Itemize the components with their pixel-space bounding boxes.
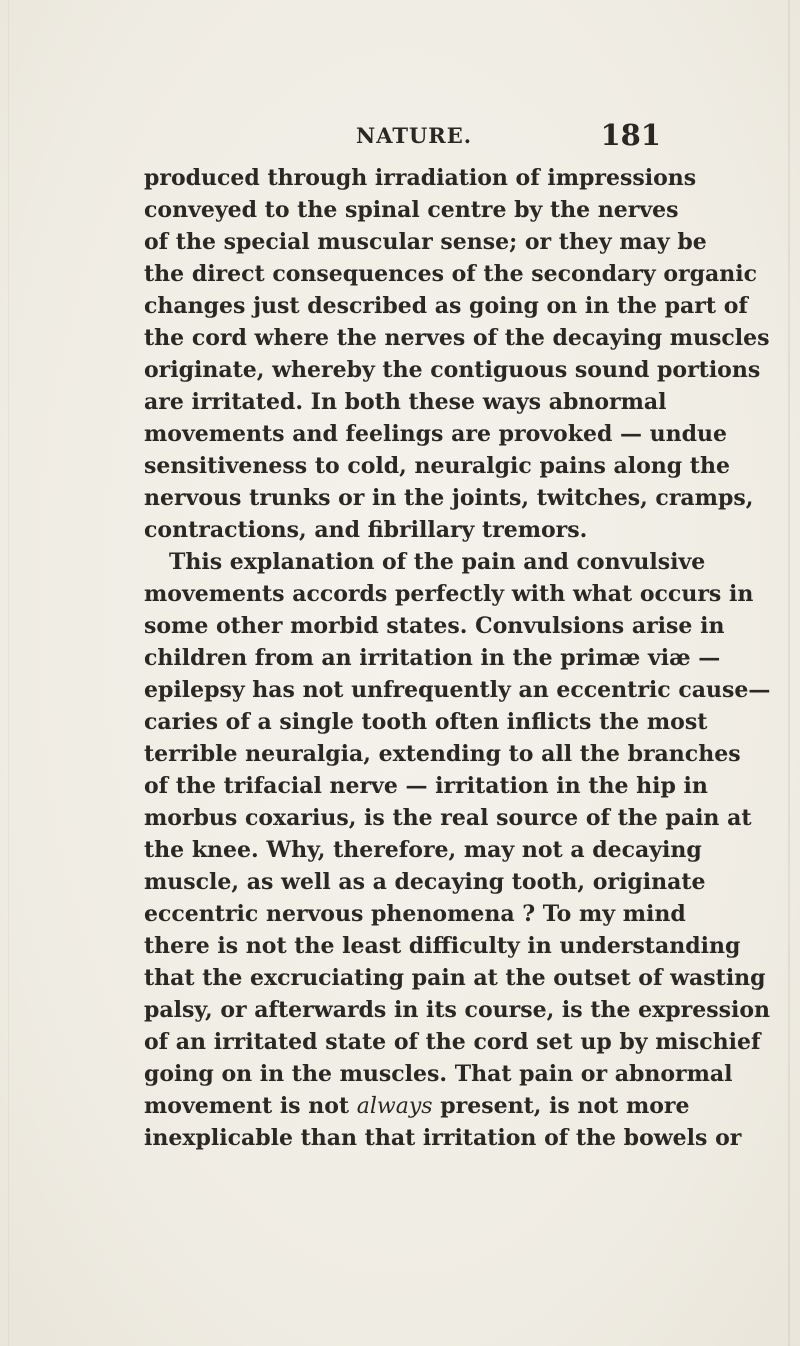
running-head: NATURE.	[356, 123, 473, 148]
text-line: epilepsy has not unfrequently an eccentric cause—	[144, 677, 771, 703]
page-header	[356, 118, 661, 154]
text-line: children from an irritation in the primæ viæ —	[144, 645, 721, 671]
text-line: movements accords perfectly with what occurs in	[144, 581, 754, 607]
emphasis-text: always	[356, 1094, 433, 1119]
page-number: 181	[600, 118, 661, 152]
text-line: This explanation of the pain and convulsive	[169, 549, 706, 575]
text-line: inexplicable than that irritation of the bowels or	[144, 1125, 742, 1151]
text-line: of the special muscular sense; or they may be	[144, 229, 707, 255]
text-line: are irritated. In both these ways abnormal	[144, 389, 667, 415]
text-line: muscle, as well as a decaying tooth, originate	[144, 869, 706, 895]
text-line: morbus coxarius, is the real source of the pain at	[144, 805, 752, 831]
text-line: going on in the muscles. That pain or abnormal	[144, 1061, 733, 1087]
text-line: changes just described as going on in the part of	[144, 293, 748, 319]
page-edge-mark-left	[8, 0, 9, 1346]
text-segment: present, is not more	[440, 1093, 690, 1119]
text-line: contractions, and fibrillary tremors.	[144, 517, 588, 543]
text-line: movements and feelings are provoked — undue	[144, 421, 728, 447]
text-line: nervous trunks or in the joints, twitches, cramps,	[144, 485, 754, 511]
text-line: of the trifacial nerve — irritation in the hip in	[144, 773, 708, 799]
text-line: caries of a single tooth often inflicts the most	[144, 709, 708, 735]
text-line: of an irritated state of the cord set up by mischief	[144, 1029, 761, 1055]
text-line-mixed	[144, 1090, 690, 1122]
text-line: the cord where the nerves of the decaying muscles	[144, 325, 770, 351]
text-line: some other morbid states. Convulsions arise in	[144, 613, 725, 639]
text-line: produced through irradiation of impressions	[144, 165, 697, 191]
text-line: eccentric nervous phenomena ? To my mind	[144, 901, 686, 927]
text-line: that the excruciating pain at the outset of wasting	[144, 965, 766, 991]
text-line: palsy, or afterwards in its course, is the expression	[144, 997, 771, 1023]
text-line: originate, whereby the contiguous sound portions	[144, 357, 761, 383]
text-segment: movement is not	[144, 1093, 350, 1119]
text-line: sensitiveness to cold, neuralgic pains along the	[144, 453, 730, 479]
text-line: the direct consequences of the secondary organic	[144, 261, 757, 287]
text-line: conveyed to the spinal centre by the nerves	[144, 197, 679, 223]
text-line: the knee. Why, therefore, may not a decaying	[144, 837, 702, 863]
page-edge-mark	[788, 0, 790, 1346]
text-line: terrible neuralgia, extending to all the branches	[144, 741, 741, 767]
body-text	[144, 162, 771, 1154]
text-line: there is not the least difficulty in understanding	[144, 933, 741, 959]
